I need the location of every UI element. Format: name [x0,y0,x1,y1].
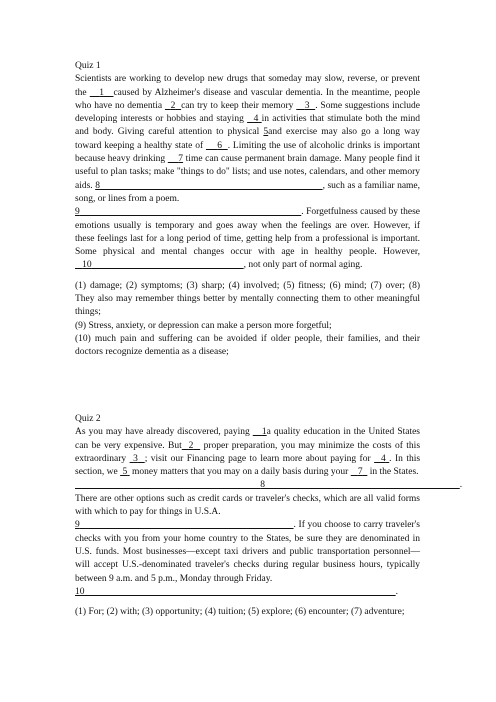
blank-3: 3 [133,453,138,464]
blank-7: 7 [178,154,184,165]
blank-10: 10 [75,586,85,597]
passage-text: time can cause permanent brain damage. Many people find it useful to plan tasks; make "things to do" lists; and use notes, calendars, and other memory aids. [75,154,421,191]
quiz-1-passage: Scientists are working to develop new drugs that someday may slow, reverse, or prevent the 1 caused by Alzheimer's disease and vascular dementia. In the meantime, people who have no dementia 2 can try to keep their memory 3 . Some suggestions include developing interests or hobbies and staying 4 in activities that stimulate both the mind and body. Giving careful attention to physical 5and exercise may also go a long way toward keeping a healthy state of 6 . Limiting the use of alcoholic drinks is important because heavy drinking 7 time can cause permanent brain damage. Many people find it useful to plan tasks; make "things to do" lists; and use notes, calendars, and other memory aids. 8 , such as a familiar name, song, or lines from a poem. 9 . Forgetfulness caused by these emotions usually is temporary and goes away when the feelings are over. However, if these feelings last for a long period of time, getting help from a professional is important. Some physical and mental changes occur with age in healthy people. However, 10 , not only part of normal aging. [75,74,421,271]
blank-5: 5 [263,127,269,138]
quiz-1-option-line: (9) Stress, anxiety, or depression can make a person more forgetful; [75,320,332,331]
passage-text: in activities that stimulate both the mind and body. Giving careful attention to physical [75,114,421,138]
blank-4: 4 [380,453,386,464]
passage-text: Scientists are working to develop new drugs that someday may slow, reverse, or prevent the [75,74,420,98]
passage-text: caused by Alzheimer's disease and vascular dementia. In the meantime, people who have no dementia [75,87,420,111]
quiz-2-title: Quiz 2 [75,414,101,424]
passage-text: There are other options such as credit cards or traveler's checks, which are all valid forms with which to pay for things in U.S.A. [75,493,420,518]
blank-5: 5 [122,467,128,478]
blank-7: 7 [357,467,363,478]
quiz-2-option-line: (1) For; (2) with; (3) opportunity; (4) tuition; (5) explore; (6) encounter; (7) adventure; [75,607,405,618]
passage-text: Forgetfulness caused by these emotions usually is temporary and goes away when the feelings are over. However, if these feelings last for a long period of time, getting help from a professional is important. Some physical and mental changes occur with age in healthy people. However, [75,207,421,258]
passage-text: . Some suggestions include developing interests or hobbies and staying [75,100,421,125]
quiz-1-option-line: (10) much pain and suffering can be avoided if older people, their families, and their doctors recognize dementia as a disease; [75,333,420,358]
blank-8: 8 [260,480,265,491]
passage-text: can try to keep their memory [181,100,297,111]
passage-text: not only part of normal aging. [248,260,363,271]
passage-text: such as a familiar name, song, or lines from a poem. [75,180,421,204]
quiz-2-passage: As you may have already discovered, paying 1a quality education in the United States can be very expensive. But 2 proper preparation, you may minimize the costs of this extraordinary 3 ; visit our Financing page to learn more about paying for 4 . In this section, we 5 money matters that you may on a daily basis during your 7 in the States. 8 . There are other options such as credit cards or traveler's checks, which are all valid forms with which to pay for things in U.S.A. 9 . If you choose to carry traveler's checks with you from your home country to the States, be sure they are denominated in U.S. funds. Most businesses—except taxi drivers and public transportation personnel—will accept U.S.-denominated traveler's checks during regular business hours, typically between 9 a.m. and 5 p.m., Monday through Friday. 10 . [75,427,463,597]
quiz-2 [75,413,463,619]
blank-2: 2 [188,440,194,451]
blank-2: 2 [170,100,176,111]
blank-3: 3 [304,100,310,111]
passage-text: a quality education in the United States can be very expensive. But [75,427,421,451]
blank-9: 9 [75,207,80,218]
blank-9: 9 [75,520,80,531]
passage-text: . If you choose to carry traveler's checks with you from your home country to the States, be sure they are denominated in U.S. funds. Most businesses—except taxi drivers and public transportation personnel—will accept U.S.-denominated traveler's checks during regular business hours, typically between 9 a.m. and 5 p.m., Monday through Friday. [75,520,420,584]
passage-text: in the States. [367,467,419,478]
blank-8: 8 [95,180,100,191]
blank-6: 6 [217,140,223,151]
passage-text: ; visit our Financing page to learn more about paying for [144,453,375,464]
blank-10: 10 [82,260,92,271]
quiz-1 [75,60,420,360]
passage-text: proper preparation, you may minimize the costs of this extraordinary [75,440,421,464]
passage-text: . Limiting the use of alcoholic drinks is important because heavy drinking [75,140,421,165]
passage-text: As you may have already discovered, paying [75,427,253,438]
blank-1: 1 [99,87,104,98]
passage-text: . In this section, we [75,453,421,478]
quiz-1-title: Quiz 1 [75,61,101,71]
blank-1: 1 [261,427,267,438]
passage-text: money matters that you may on a daily basis during your [129,467,351,478]
quiz-1-option-line: (1) damage; (2) symptoms; (3) sharp; (4) involved; (5) fitness; (6) mind; (7) over; (8) They also may remember things better by mentally connecting them to other meaningful things; [75,280,420,318]
passage-text: and exercise may also go a long way toward keeping a healthy state of [75,127,420,151]
blank-4: 4 [253,114,259,125]
